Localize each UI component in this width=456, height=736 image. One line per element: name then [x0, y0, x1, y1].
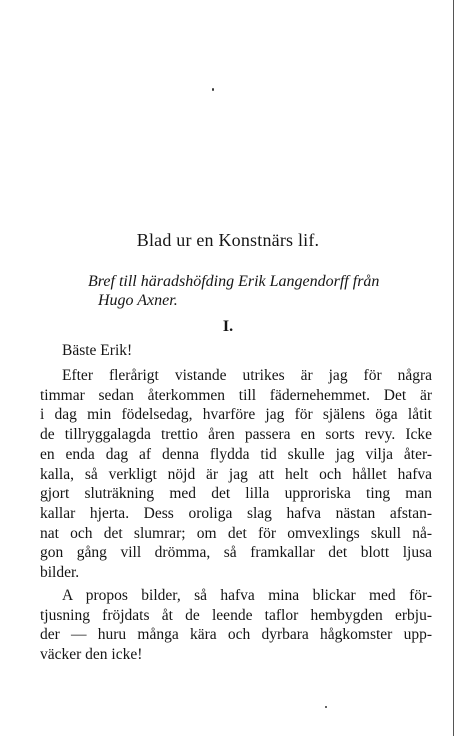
- paragraph-2: [40, 586, 432, 665]
- salutation: Bäste Erik!: [62, 342, 133, 359]
- page-edge-line: [453, 0, 454, 736]
- text-line: gon gång vill drömma, så framkallar det blott ljusa: [40, 544, 432, 562]
- text-line: tjusning fröjdats åt de leende taflor hembygden erbju-: [40, 606, 432, 624]
- text-line: kallar hjerta. Dess oroliga slag hafva nästan afstan-: [40, 504, 432, 522]
- print-speck: [212, 88, 214, 91]
- text-line: en enda dag af denna flydda tid skulle jag vilja åter-: [40, 445, 432, 463]
- text-line: väcker den icke!: [40, 646, 143, 664]
- text-line: de tillryggalagda trettio åren passera en sorts revy. Icke: [40, 426, 432, 444]
- document-title: Blad ur en Konstnärs lif.: [136, 230, 320, 250]
- text-line: der — huru många kära och dyrbara hågkomster upp-: [40, 626, 432, 644]
- text-line: nat och det slumrar; om det för omvexlings skull nå-: [40, 524, 432, 542]
- text-line: i dag min födelsedag, hvarföre jag för själens öga låtit: [40, 406, 432, 424]
- subtitle-line-1: Bref till häradshöfding Erik Langendorff från: [88, 273, 380, 290]
- chapter-number: I.: [222, 318, 234, 335]
- letter-subtitle: [88, 272, 440, 310]
- text-line: Efter flerårigt vistande utrikes är jag för några: [62, 367, 432, 384]
- paragraph-1: [40, 366, 432, 583]
- text-line: bilder.: [40, 564, 80, 582]
- text-line: gjort sluträkning med det lilla upproriska ting man: [40, 485, 432, 503]
- subtitle-line-2: Hugo Axner.: [98, 292, 178, 309]
- text-line: kalla, så verkligt nöjd är jag att helt och hållet hafva: [40, 465, 432, 483]
- text-line: timmar sedan återkommen till fädernehemmet. Det är: [40, 386, 432, 404]
- text-line: A propos bilder, så hafva mina blickar med för-: [62, 587, 432, 604]
- print-speck: [325, 706, 327, 708]
